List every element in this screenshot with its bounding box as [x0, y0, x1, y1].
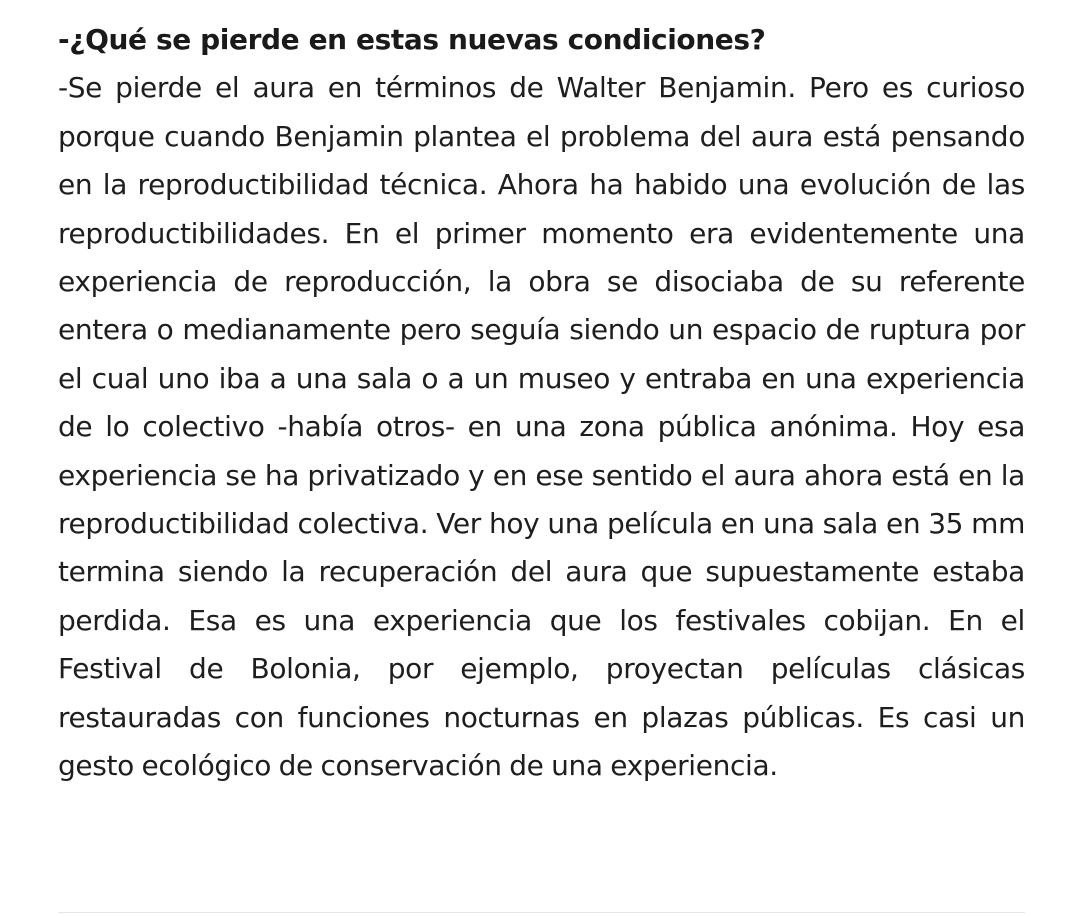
interview-question: -¿Qué se pierde en estas nuevas condiciones? — [58, 23, 766, 56]
article-body — [58, 16, 1025, 791]
interview-answer: -Se pierde el aura en términos de Walter Benjamin. Pero es curioso porque cuando Benjamin plantea el problema del aura está pensando en la reproductibilidad técnica. Ahora ha habido una evolución de las reproductibilidades. En el primer momento era evidentemente una experiencia de reproducción, la obra se disociaba de su referente entera o medianamente pero seguía siendo un espacio de ruptura por el cual uno iba a una sala o a un museo y entraba en una experiencia de lo colectivo -había otros- en una zona pública anónima. Hoy esa experiencia se ha privatizado y en ese sentido el aura ahora está en la reproductibilidad colectiva. Ver hoy una película en una sala en 35 mm termina siendo la recuperación del aura que supuestamente estaba perdida. Esa es una experiencia que los festivales cobijan. En el Festival de Bolonia, por ejemplo, proyectan películas clásicas restauradas con funciones nocturnas en plazas públicas. Es casi un gesto ecológico de conservación de una experiencia. — [58, 71, 1025, 783]
divider — [58, 912, 1025, 913]
